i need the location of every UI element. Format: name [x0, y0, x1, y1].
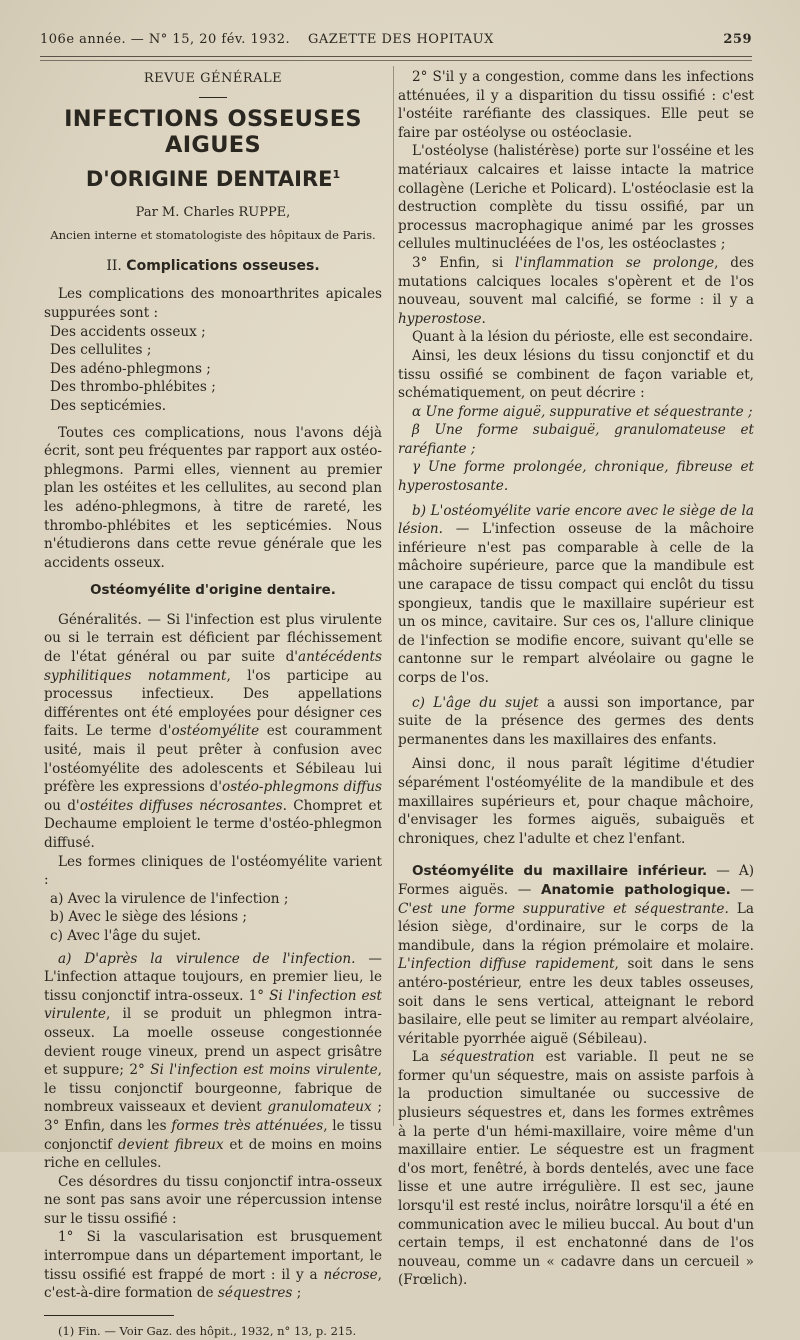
paragraph-sequestration: La séquestration est variable. Il peut ne se former qu'un séquestre, mais on assiste parfois à la production simultanée ou successive de plusieurs séquestres et, dans les formes extrêmes à la perte d'un hémi-maxillaire, voire même d'un maxillaire entier. Le séquestre est un fragment d'os mort, fenêtré, à bords dentelés, avec une face lisse et une autre irrégulière. Il est sec, jaune lorsqu'il est resté inclus, noirâtre lorsqu'il a été en communication avec le milieu buccal. Au bout d'un certain temps, il est enchatonné dans de l'os nouveau, comme un « cadavre dans un cercueil » (Frœlich).	[398, 1049, 755, 1289]
type-item: γ Une forme prolongée, chronique, fibreuse et hyperostosante.	[398, 459, 754, 495]
author-affiliation: Ancien interne et stomatologiste des hôpitaux de Paris.	[50, 228, 376, 243]
paragraph-inflammation: 3° Enfin, si l'inflammation se prolonge, des mutations calciques locales s'opèrent et de l'os nouveau, souvent mal calcifié, se forme : il y a hyperostose.	[398, 254, 754, 327]
title-footnote-mark: 1	[332, 167, 341, 181]
right-column	[398, 68, 754, 1290]
form-item: a) Avec la virulence de l'infection ;	[50, 890, 289, 907]
paragraph-perioste: Quant à la lésion du périoste, elle est secondaire.	[412, 329, 753, 346]
paragraph-donc: Ainsi donc, il nous paraît légitime d'étudier séparément l'ostéomyélite de la mandibule et des maxillaires supérieurs et, pour chaque mâchoire, d'envisager les formes aiguës, subaiguës et chroniques, chez l'adulte et chez l'enfant.	[398, 756, 754, 847]
issue-info: 106e année. — N° 15, 20 fév. 1932.	[40, 32, 291, 47]
paragraph-osteolyse: L'ostéolyse (halistérèse) porte sur l'osséine et les matériaux calcaires et laisse intacte la matrice collagène (Leriche et Policard). L'ostéoclasie est la destruction complète du tissu ossifié, par un processus macrophagique animé par les grosses cellules multinucléées de l'os, les ostéoclastes ;	[398, 143, 754, 253]
paragraph-maxillaire-inferieur: Ostéomyélite du maxillaire inférieur. — A) Formes aiguës. — Anatomie pathologique. — C'est une forme suppurative et séquestrante. La lésion siège, d'ordinaire, sur le corps de la mandibule, dans la région prémolaire et molaire. L'infection diffuse rapidement, soit dans le sens antéro-postérieur, entre les deux tables osseuses, soit dans le sens vertical, atteignant le rebord basilaire, elle peut se limiter au rempart alvéolaire, véritable pyorrhée aiguë (Sébileau).	[398, 863, 755, 1047]
paragraph-toutes: Toutes ces complications, nous l'avons déjà écrit, sont peu fréquentes par rapport aux ostéo-phlegmons. Parmi elles, viennent au premier plan les ostéites et les cellulites, au second plan les adéno-phlegmons, à titre de rareté, les thrombo-phlébites et les septicémies. Nous n'étudierons dans cette revue générale que les accidents osseux.	[44, 424, 382, 571]
column-divider	[393, 66, 394, 1126]
paragraph-virulence: a) D'après la virulence de l'infection. — L'infection attaque toujours, en premier lieu, le tissu conjonctif intra-osseux. 1° Si l'infection est virulente, il se produit un phlegmon intra-osseux. La moelle osseuse congestionnée devient rouge vineux, prend un aspect grisâtre et suppure; 2° Si l'infection est moins virulente, le tissu conjonctif bourgeonne, fabrique de nombreux vaisseaux et devient granulomateux ; 3° Enfin, dans les formes très atténuées, le tissu conjonctif devient fibreux et de moins en moins riche en cellules.	[44, 950, 383, 1172]
paragraph-ainsi: Ainsi, les deux lésions du tissu conjonctif et du tissu ossifié se combinent de façon variable et, schématiquement, on peut décrire :	[398, 347, 754, 402]
footnote: (1) Fin. — Voir Gaz. des hôpit., 1932, n° 13, p. 215.	[58, 1323, 357, 1338]
subsection-heading: Ostéomyélite d'origine dentaire.	[90, 583, 336, 599]
form-item: c) Avec l'âge du sujet.	[50, 927, 201, 944]
paragraph-intro: Les complications des monoarthrites apicales suppurées sont :	[44, 286, 382, 321]
type-item: β Une forme subaiguë, granulomateuse et raréfiante ;	[398, 422, 754, 457]
list-item: Des accidents osseux ;	[50, 323, 206, 340]
paragraph-formes: Les formes cliniques de l'ostéomyélite varient :	[44, 853, 382, 889]
author: Par M. Charles RUPPE,	[135, 204, 291, 220]
left-column	[44, 68, 382, 1340]
paragraph-age: c) L'âge du sujet a aussi son importance, par suite de la présence des germes des dents permanentes dans les maxillaires des enfants.	[398, 694, 754, 748]
header-rule-thin	[40, 60, 752, 61]
paragraph-vascularisation: 1° Si la vascularisation est brusquement interrompue dans un département important, le tissu ossifié est frappé de mort : il y a nécrose, c'est-à-dire formation de séquestres ;	[44, 1229, 382, 1302]
paragraph-congestion: 2° S'il y a congestion, comme dans les infections atténuées, il y a disparition du tissu ossifié : c'est l'ostéite raréfiante des classiques. Elle peut se faire par ostéolyse ou ostéoclasie.	[398, 69, 754, 141]
article-title-line2: D'ORIGINE DENTAIRE$^1$	[85, 166, 341, 191]
header-rule	[40, 56, 752, 57]
form-item: b) Avec le siège des lésions ;	[50, 909, 247, 926]
running-header	[40, 30, 752, 54]
type-item: α Une forme aiguë, suppurative et séquestrante ;	[412, 403, 753, 420]
page-number: 259	[723, 32, 752, 47]
paragraph-generalites: Généralités. — Si l'infection est plus virulente ou si le terrain est déficient par fléchissement de l'état général ou par suite d'antécédents syphilitiques notamment, l'os participe au processus infectieux. Des appellations différentes ont été employées pour désigner ces faits. Le terme d'ostéomyélite est couramment usité, mais il peut prêter à confusion avec l'ostéomyélite des adolescents et Sébileau lui préfère les expressions d'ostéo-phlegmons diffus ou d'ostéites diffuses nécrosantes. Chompret et Dechaume emploient le terme d'ostéo-phlegmon diffusé.	[44, 611, 382, 851]
paragraph-desordres: Ces désordres du tissu conjonctif intra-osseux ne sont pas sans avoir une répercussion intense sur le tissu ossifié :	[44, 1173, 382, 1227]
list-item: Des cellulites ;	[50, 342, 152, 359]
section-heading: II. Complications osseuses.	[106, 257, 320, 274]
journal-name: GAZETTE DES HOPITAUX	[308, 32, 494, 47]
list-item: Des thrombo-phlébites ;	[50, 379, 216, 396]
list-item: Des septicémies.	[50, 397, 167, 414]
article-title-line1: INFECTIONS OSSEUSES AIGUES	[64, 105, 362, 158]
paragraph-siege: b) L'ostéomyélite varie encore avec le siège de la lésion. — L'infection osseuse de la mâchoire inférieure n'est pas comparable à celle de la mâchoire supérieure, parce que la mandibule est une carapace de tissu compact qui enclôt du tissu spongieux, tandis que le maxillaire supérieur est un os mince, cavitaire. Sur ces os, l'allure clinique de l'infection se modifie encore, suivant qu'elle se cantonne sur le rempart alvéolaire ou gagne le corps de l'os.	[398, 502, 754, 686]
footnote-rule	[44, 1315, 174, 1316]
rubric-dash	[199, 97, 227, 98]
rubric: REVUE GÉNÉRALE	[143, 71, 283, 86]
list-item: Des adéno-phlegmons ;	[50, 360, 211, 377]
